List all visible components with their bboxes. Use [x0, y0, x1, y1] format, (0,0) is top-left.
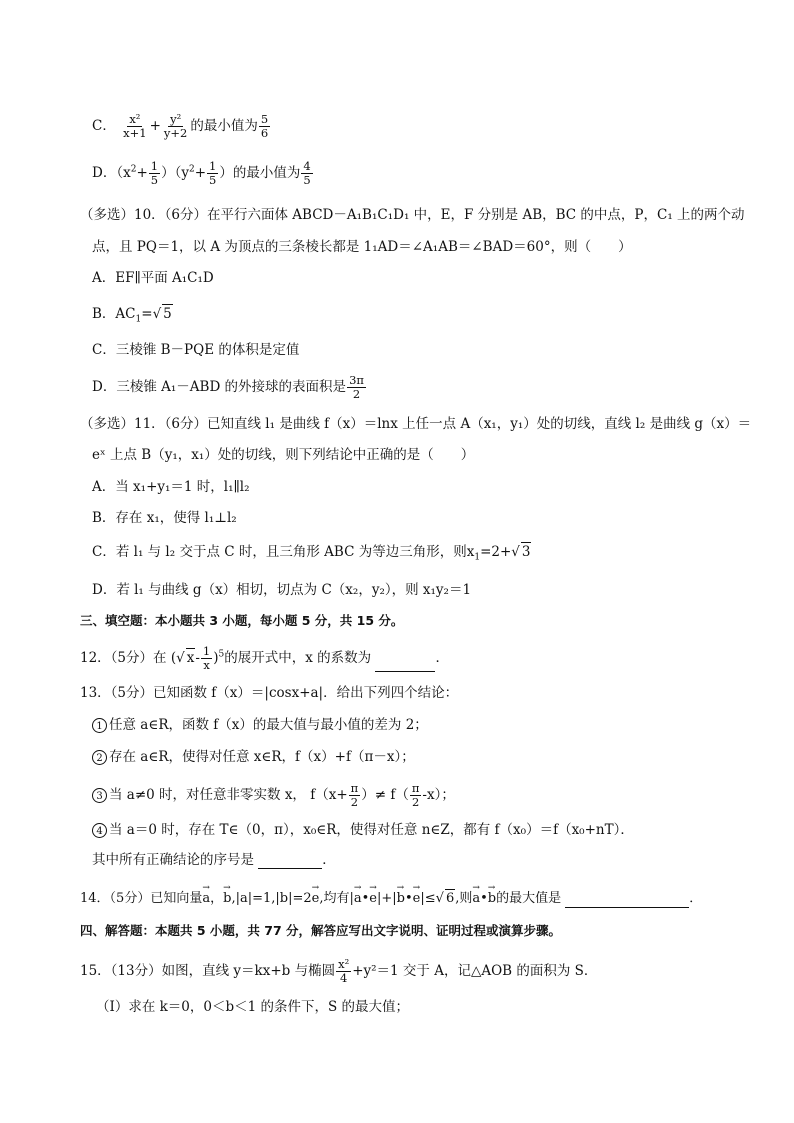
q15-part-1: （Ⅰ）求在 k＝0，0＜b＜1 的条件下，S 的最大值；: [96, 999, 410, 1015]
fraction: [121, 113, 148, 140]
radicand: x: [186, 650, 195, 666]
radicand: 6: [445, 891, 455, 906]
q9-option-d: [92, 160, 314, 187]
circled-number-3: 3: [92, 788, 107, 803]
option-text: ）的最小值为: [219, 165, 301, 181]
q11-option-d: D．若 l₁ 与曲线 g（x）相切，切点为 C（x₂，y₂），则 x₁y₂＝1: [92, 582, 472, 598]
numerator: 3π: [349, 373, 364, 387]
question-text: 的展开式中，x 的系数为: [224, 650, 372, 666]
section-3-heading: 三、填空题：本小题共 3 小题，每小题 5 分，共 15 分。: [80, 613, 404, 628]
expr: |+|: [377, 891, 397, 906]
circled-number-4: 4: [92, 823, 107, 838]
numerator: 1: [202, 644, 211, 658]
expr: ）（y: [161, 165, 189, 181]
denominator: 5: [209, 173, 217, 187]
conclusion-text: 存在 a∈R，使得对任意 x∈R，f（x）+f（π－x）；: [109, 749, 415, 765]
q10-stem-line2: 点，且 PQ＝1，以 A 为顶点的三条棱长都是 1₁AD＝∠A₁AB＝∠BAD＝60°，则（ ）: [92, 239, 632, 255]
denominator: 2: [352, 387, 361, 401]
subscript: 1: [474, 552, 481, 563]
expr: |≤: [420, 891, 436, 906]
expr: （x: [116, 165, 131, 181]
q15-stem: [80, 958, 597, 985]
option-text: 的最小值为: [190, 118, 258, 134]
fraction: [149, 160, 160, 187]
exponent: 2: [188, 164, 195, 175]
expr: ,|a|=1,|b|=2: [231, 891, 312, 906]
expr: -x）；: [422, 787, 455, 803]
period: ．: [689, 891, 703, 906]
q11-option-c: C．若 l₁ 与 l₂ 交于点 C 时，且三角形 ABC 为等边三角形，则$x_1=2+√$ 3: [92, 544, 531, 563]
q9-option-c: [92, 113, 271, 140]
expr: ,则: [455, 891, 473, 906]
vector-a: → a: [472, 890, 480, 908]
vector-b: → b: [397, 890, 405, 908]
denominator: 5: [303, 173, 311, 187]
numerator: x²: [338, 957, 350, 971]
answer-fraction: [301, 160, 312, 187]
answer-blank[interactable]: [375, 657, 435, 672]
q13-ask: [92, 851, 336, 869]
q13-conclusion-1: [92, 716, 428, 734]
denominator: 6: [260, 126, 269, 140]
exponent: 5: [218, 649, 225, 660]
vector-e: → e: [369, 890, 377, 908]
denominator: x+1: [123, 126, 147, 140]
fraction: [347, 374, 366, 401]
dot: •: [404, 891, 413, 906]
fraction: [336, 958, 351, 985]
period: ．: [435, 650, 449, 666]
question-text: 12．（5分）在: [80, 650, 167, 666]
q10-option-a: A．EF∥平面 A₁C₁D: [92, 270, 214, 286]
denominator: 2: [350, 795, 359, 809]
expr: ,均有: [319, 891, 350, 906]
fraction: [207, 160, 218, 187]
q13-conclusion-3: [92, 782, 455, 809]
dot: •: [480, 891, 488, 906]
circled-number-2: 2: [92, 750, 107, 765]
plus: +: [149, 118, 161, 134]
question-text: 其中所有正确结论的序号是: [92, 852, 254, 868]
q10-option-b: B．$AC_1=√$ 5: [92, 306, 172, 325]
denominator: y+2: [163, 126, 188, 140]
section-4-heading: 四、解答题：本题共 5 小题，共 77 分，解答应写出文字说明、证明过程或演算步骤。: [80, 923, 562, 938]
circled-number-1: 1: [92, 718, 107, 733]
denominator: 5: [150, 173, 159, 187]
q10-stem-line1: （多选）10．（6分）在平行六面体 ABCD－A₁B₁C₁D₁ 中，E，F 分别是 AB，BC 的中点，P，C₁ 上的两个动: [80, 207, 745, 223]
question-text: 15．（13分）如图，直线 y＝kx+b 与椭圆: [80, 963, 336, 979]
numerator: 4: [303, 159, 311, 173]
numerator: π: [350, 781, 359, 795]
vector-b: → b: [223, 890, 231, 908]
expr: f（x+: [310, 787, 348, 803]
question-text: +y²＝1 交于 A，记△AOB 的面积为 S．: [352, 963, 598, 979]
option-label: B．: [92, 306, 116, 322]
vector-e: → e: [413, 890, 421, 908]
answer-blank[interactable]: [258, 854, 322, 869]
q12: 12．（5分）在 (√ x- $\frac{1}{x}$ )$^5$的展开式中，x 的系数为 ．: [80, 644, 449, 672]
expr: ）≠ f（: [361, 787, 409, 803]
option-text: C．若 l₁ 与 l₂ 交于点 C 时，且三角形 ABC 为等边三角形，则: [92, 544, 467, 560]
vector-a: → a: [354, 890, 362, 908]
plus: +: [194, 165, 207, 181]
expr: AC: [115, 306, 136, 322]
comma: ，: [210, 891, 224, 906]
q11-stem-line1: （多选）11．（6分）已知直线 l₁ 是曲线 f（x）＝lnx 上任一点 A（x₁，y₁）处的切线，直线 l₂ 是曲线 g（x）＝: [80, 416, 752, 432]
vector-e: → e: [312, 890, 320, 908]
fraction: [410, 782, 422, 809]
numerator: y²: [170, 112, 182, 126]
q14: 14．（5分）已知向量→ a，→ b,|a|=1,|b|=2→ e,均有|→ a•→ e|+|→ b•→ e|≤√ 6,则→ a•→ b的最大值是 ．: [80, 889, 702, 908]
q11-stem-line2: eˣ 上点 B（y₁，x₁）处的切线，则下列结论中正确的是（ ）: [92, 447, 475, 463]
conclusion-text: 当 a＝0 时，存在 T∈（0，π），x₀∈R，使得对任意 n∈Z，都有 f（x₀）＝f（x₀+nT）．: [109, 822, 634, 838]
option-label: D．: [92, 165, 117, 181]
minus: -: [195, 650, 200, 666]
q10-option-d: [92, 374, 367, 401]
subscript: 1: [135, 314, 142, 325]
denominator: 2: [411, 795, 420, 809]
q11-option-b: B．存在 x₁，使得 l₁⊥l₂: [92, 510, 237, 526]
option-label: C．: [92, 118, 116, 134]
radicand: 3: [521, 544, 531, 560]
numerator: 5: [260, 112, 269, 126]
radicand: 5: [163, 306, 172, 322]
numerator: π: [411, 781, 420, 795]
q10-option-c: C．三棱锥 B－PQE 的体积是定值: [92, 342, 300, 358]
q13-stem: 13．（5分）已知函数 f（x）＝|cosx+a|．给出下列四个结论：: [80, 685, 459, 701]
conclusion-text: 当 a≠0 时，对任意非零实数 x，: [109, 787, 306, 803]
answer-blank[interactable]: [565, 893, 689, 908]
denominator: 4: [339, 971, 348, 985]
question-text: 的最大值是: [496, 891, 562, 906]
fraction: [162, 113, 189, 140]
dot: •: [361, 891, 370, 906]
numerator: 1: [150, 159, 159, 173]
expr: x: [466, 544, 475, 560]
fraction: [349, 782, 361, 809]
answer-fraction: [259, 113, 270, 140]
numerator: x²: [129, 112, 141, 126]
question-text: 14．（5分）已知向量: [80, 891, 203, 906]
plus: +: [136, 165, 148, 181]
vector-a: → a: [202, 890, 210, 908]
numerator: 1: [209, 159, 217, 173]
denominator: x: [203, 658, 210, 672]
equals: =: [141, 306, 153, 322]
period: ．: [322, 852, 336, 868]
vector-b: → b: [488, 890, 496, 908]
exponent: 2: [130, 164, 137, 175]
option-text: D．三棱锥 A₁－ABD 的外接球的表面积是: [92, 379, 347, 395]
q11-option-a: A．当 x₁+y₁＝1 时，l₁∥l₂: [92, 479, 250, 495]
equals: =2+: [480, 544, 512, 560]
q13-conclusion-4: [92, 821, 634, 839]
paren: (: [170, 650, 177, 666]
paren: ): [213, 650, 219, 666]
conclusion-text: 任意 a∈R，函数 f（x）的最大值与最小值的差为 2；: [109, 717, 428, 733]
q13-conclusion-2: [92, 748, 415, 766]
fraction: [201, 645, 212, 672]
